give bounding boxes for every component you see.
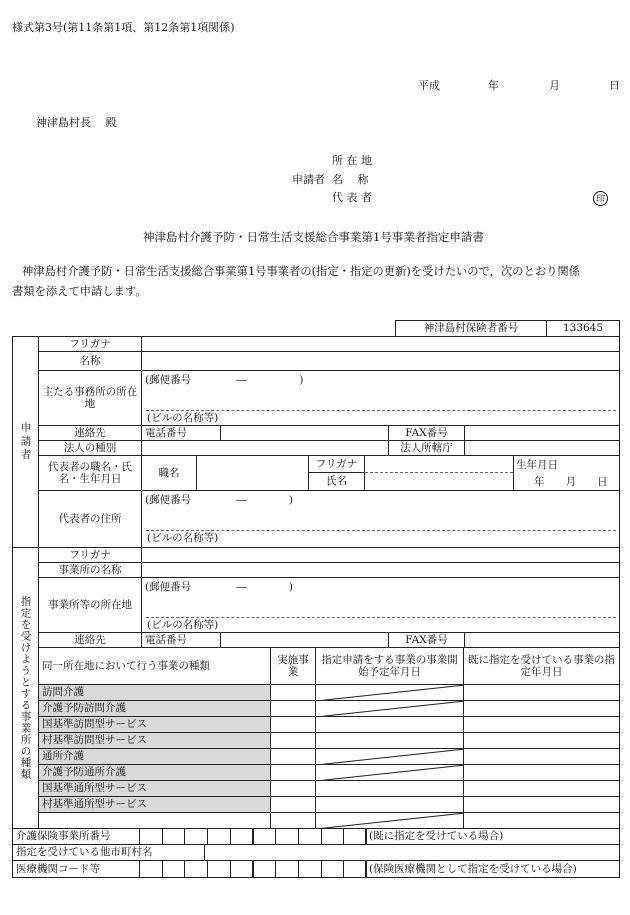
service-existing-cell[interactable] bbox=[463, 780, 620, 797]
service-implemented-cell[interactable] bbox=[270, 684, 316, 701]
phone-field[interactable] bbox=[220, 425, 389, 441]
service-start-cell[interactable] bbox=[315, 812, 464, 829]
rep-title-field[interactable] bbox=[196, 455, 309, 491]
service-existing-cell[interactable] bbox=[463, 716, 620, 733]
rep-address-label: 代表者の住所 bbox=[38, 490, 142, 548]
service-start-cell[interactable] bbox=[315, 716, 464, 733]
rep-postal: (郵便番号 ― ) bbox=[145, 494, 294, 506]
facility-side-label: 指定を受けようとする事業所の種類 bbox=[12, 547, 39, 829]
body-line-2: 書類を添えて申請します。 bbox=[12, 285, 147, 298]
digit-box[interactable] bbox=[321, 860, 345, 878]
rep-label: 代 表 者 bbox=[332, 191, 372, 204]
digit-box[interactable] bbox=[253, 860, 277, 878]
applicant-name-field[interactable] bbox=[141, 351, 620, 371]
office-building: (ビルの名称等) bbox=[147, 412, 219, 424]
digit-box[interactable] bbox=[298, 828, 322, 845]
divider bbox=[365, 472, 513, 473]
rep-building: (ビルの名称等) bbox=[147, 532, 219, 544]
service-existing-cell[interactable] bbox=[463, 764, 620, 781]
service-type-cell bbox=[38, 812, 271, 829]
rep-furigana-label: フリガナ bbox=[308, 455, 365, 473]
service-implemented-cell[interactable] bbox=[270, 716, 316, 733]
service-implemented-cell[interactable] bbox=[270, 780, 316, 797]
facility-name-label: 事業所の名称 bbox=[38, 562, 142, 578]
col-implemented: 実施事業 bbox=[270, 647, 316, 685]
digit-box[interactable] bbox=[253, 828, 277, 845]
fax-field[interactable] bbox=[464, 425, 620, 441]
fax-label: FAX番号 bbox=[388, 425, 465, 441]
body-line-1: 神津島村介護予防・日常生活支援総合事業第1号事業者の(指定・指定の更新)を受けたいので，次のとおり関係 bbox=[22, 265, 581, 278]
other-municipality-field[interactable] bbox=[204, 844, 620, 861]
rep-name-field[interactable] bbox=[364, 455, 514, 491]
service-existing-cell[interactable] bbox=[463, 700, 620, 717]
facility-address-label: 事業所等の所在地 bbox=[38, 577, 142, 633]
facility-phone-field[interactable] bbox=[220, 632, 389, 648]
medical-code-label: 医療機関コード等 bbox=[12, 860, 140, 878]
digit-box[interactable] bbox=[230, 828, 254, 845]
corp-type-label: 法人の種別 bbox=[38, 440, 142, 456]
service-start-cell[interactable] bbox=[315, 764, 464, 781]
care-number-note: (既に指定を受けている場合) bbox=[365, 828, 620, 845]
service-start-cell[interactable] bbox=[315, 780, 464, 797]
digit-box[interactable] bbox=[343, 828, 367, 845]
applicant-label: 申請者 bbox=[292, 173, 325, 186]
col-existing-date: 既に指定を受けている事業の指定年月日 bbox=[463, 647, 620, 685]
service-existing-cell[interactable] bbox=[463, 796, 620, 813]
service-start-cell[interactable] bbox=[315, 748, 464, 765]
service-existing-cell[interactable] bbox=[463, 812, 620, 829]
service-type-cell: 介護予防訪問介護 bbox=[38, 700, 271, 717]
date-year: 年 bbox=[488, 79, 499, 92]
slash-mark bbox=[316, 749, 464, 765]
insurer-label: 神津島村保険者番号 bbox=[395, 320, 547, 337]
phone-label: 電話番号 bbox=[141, 425, 221, 441]
facility-building: (ビルの名称等) bbox=[147, 619, 219, 631]
slash-mark bbox=[316, 813, 464, 829]
digit-box[interactable] bbox=[298, 860, 322, 878]
applicant-side-label: 申請者 bbox=[12, 336, 39, 548]
rep-info-label: 代表者の職名・氏名・生年月日 bbox=[38, 455, 142, 491]
insurer-value: 133645 bbox=[546, 320, 620, 337]
service-type-cell: 訪問介護 bbox=[38, 684, 271, 701]
digit-box[interactable] bbox=[162, 860, 186, 878]
digit-box[interactable] bbox=[184, 828, 208, 845]
facility-furigana-field[interactable] bbox=[141, 547, 620, 563]
service-implemented-cell[interactable] bbox=[270, 812, 316, 829]
corp-type-field[interactable] bbox=[141, 440, 389, 456]
other-municipality-label: 指定を受けている他市町村名 bbox=[12, 844, 205, 861]
date-era: 平成 bbox=[418, 79, 440, 92]
care-number-label: 介護保険事業所番号 bbox=[12, 828, 140, 845]
addressee: 神津島村長 殿 bbox=[36, 116, 117, 129]
facility-name-field[interactable] bbox=[141, 562, 620, 578]
rep-birth-label: 生年月日 bbox=[516, 459, 558, 471]
name-label: 名 称 bbox=[332, 173, 369, 186]
digit-box[interactable] bbox=[139, 860, 163, 878]
digit-box[interactable] bbox=[162, 828, 186, 845]
date-month: 月 bbox=[549, 79, 560, 92]
facility-fax-field[interactable] bbox=[464, 632, 620, 648]
digit-box[interactable] bbox=[230, 860, 254, 878]
digit-box[interactable] bbox=[139, 828, 163, 845]
applicant-furigana-label: フリガナ bbox=[38, 336, 142, 352]
service-start-cell[interactable] bbox=[315, 700, 464, 717]
service-start-cell[interactable] bbox=[315, 684, 464, 701]
service-existing-cell[interactable] bbox=[463, 748, 620, 765]
office-address-label: 主たる事務所の所在地 bbox=[38, 370, 142, 426]
date-day: 日 bbox=[609, 79, 620, 92]
service-type-cell: 介護予防通所介護 bbox=[38, 764, 271, 781]
digit-box[interactable] bbox=[207, 860, 231, 878]
service-type-cell: 国基準通所型サービス bbox=[38, 780, 271, 797]
service-start-cell[interactable] bbox=[315, 796, 464, 813]
facility-phone-label: 電話番号 bbox=[141, 632, 221, 648]
rep-title-label: 職名 bbox=[141, 455, 197, 491]
service-implemented-cell[interactable] bbox=[270, 732, 316, 749]
slash-mark bbox=[316, 765, 464, 781]
slash-mark bbox=[316, 685, 464, 701]
divider bbox=[146, 530, 616, 531]
service-implemented-cell[interactable] bbox=[270, 796, 316, 813]
facility-contact-label: 連絡先 bbox=[38, 632, 142, 648]
service-implemented-cell[interactable] bbox=[270, 700, 316, 717]
office-postal: (郵便番号 ― ) bbox=[145, 374, 304, 386]
contact-label: 連絡先 bbox=[38, 425, 142, 441]
digit-box[interactable] bbox=[275, 828, 299, 845]
service-type-cell: 通所介護 bbox=[38, 748, 271, 765]
service-implemented-cell[interactable] bbox=[270, 748, 316, 765]
corp-authority-label: 法人所轄庁 bbox=[388, 440, 465, 456]
form-number: 様式第3号(第11条第1項、第12条第1項関係) bbox=[12, 21, 235, 34]
col-start-date: 指定申請をする事業の事業開始予定年月日 bbox=[315, 647, 464, 685]
document-title: 神津島村介護予防・日常生活支援総合事業第1号事業者指定申請書 bbox=[143, 230, 484, 244]
applicant-name-label: 名称 bbox=[38, 351, 142, 371]
service-type-cell: 国基準訪問型サービス bbox=[38, 716, 271, 733]
rep-birth-ymd: 年 月 日 bbox=[534, 476, 608, 488]
divider bbox=[146, 617, 616, 618]
address-label: 所 在 地 bbox=[332, 154, 372, 167]
service-type-cell: 村基準訪問型サービス bbox=[38, 732, 271, 749]
slash-mark bbox=[316, 701, 464, 717]
digit-box[interactable] bbox=[343, 860, 367, 878]
digit-box[interactable] bbox=[207, 828, 231, 845]
facility-postal: (郵便番号 ― ) bbox=[145, 581, 294, 593]
digit-box[interactable] bbox=[184, 860, 208, 878]
seal-icon: 印 bbox=[593, 191, 608, 206]
rep-name-label: 氏名 bbox=[308, 472, 365, 491]
col-service-type: 同一所在地において行う事業の種類 bbox=[38, 647, 271, 685]
facility-furigana-label: フリガナ bbox=[38, 547, 142, 563]
digit-box[interactable] bbox=[275, 860, 299, 878]
service-existing-cell[interactable] bbox=[463, 732, 620, 749]
service-implemented-cell[interactable] bbox=[270, 764, 316, 781]
divider bbox=[146, 410, 616, 411]
service-existing-cell[interactable] bbox=[463, 684, 620, 701]
digit-box[interactable] bbox=[321, 828, 345, 845]
service-start-cell[interactable] bbox=[315, 732, 464, 749]
corp-authority-field[interactable] bbox=[464, 440, 620, 456]
applicant-furigana-field[interactable] bbox=[141, 336, 620, 352]
facility-fax-label: FAX番号 bbox=[388, 632, 465, 648]
service-type-cell: 村基準通所型サービス bbox=[38, 796, 271, 813]
application-form-table bbox=[12, 320, 620, 878]
medical-code-note: (保険医療機関として指定を受けている場合) bbox=[365, 860, 620, 878]
